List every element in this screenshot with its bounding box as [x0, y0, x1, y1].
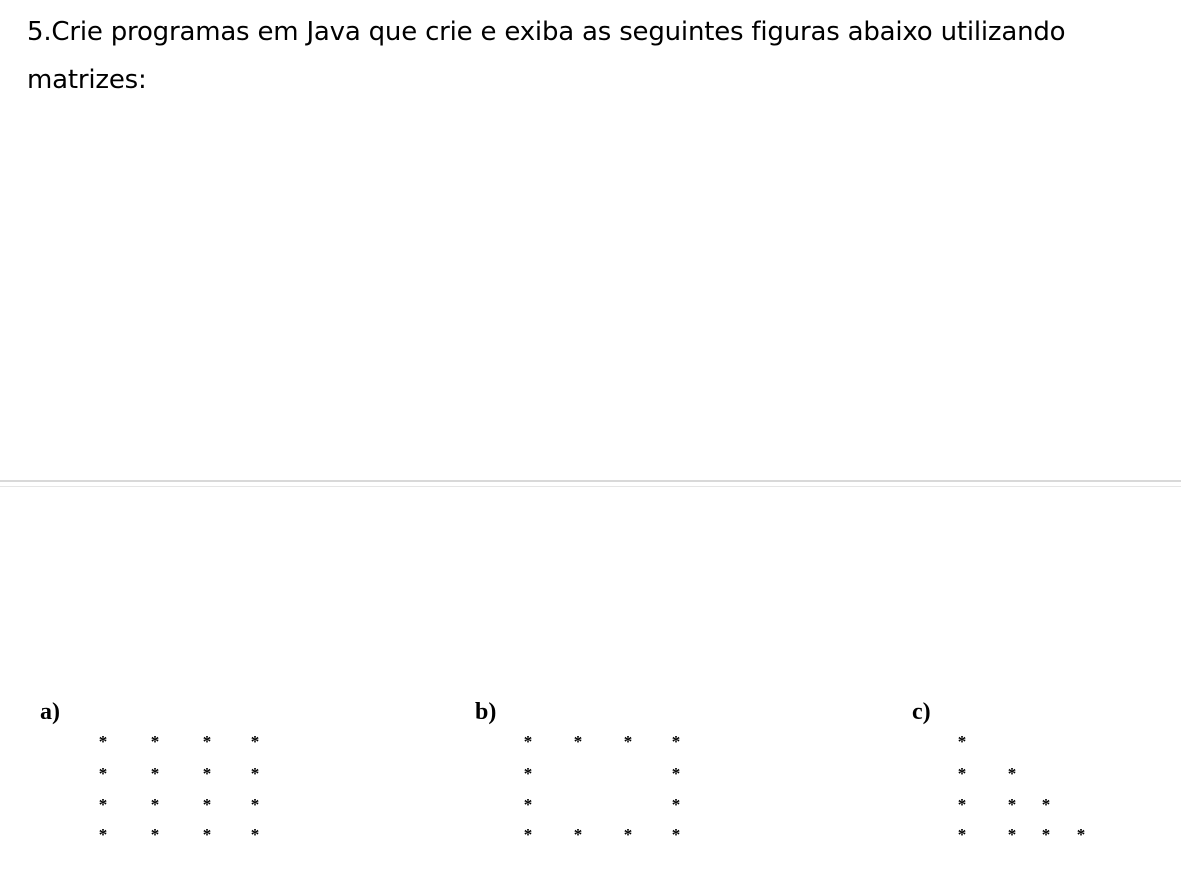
figure-b-star-r1-c1: * — [523, 732, 533, 751]
figure-c-star-r2-c1: * — [957, 764, 967, 783]
figure-c-star-r1-c1: * — [957, 732, 967, 751]
figure-a-star-r3-c2: * — [150, 795, 160, 814]
figure-b-star-r4-c1: * — [523, 825, 533, 844]
figure-a-star-r4-c2: * — [150, 825, 160, 844]
figure-a-star-r1-c4: * — [250, 732, 260, 751]
figure-c-star-r3-c1: * — [957, 795, 967, 814]
figure-a-label: a) — [40, 699, 60, 725]
figure-b-star-r1-c3: * — [623, 732, 633, 751]
figure-a-star-r2-c3: * — [202, 764, 212, 783]
figure-b-star-r1-c2: * — [573, 732, 583, 751]
figure-a-star-r4-c4: * — [250, 825, 260, 844]
figure-b-star-r3-c1: * — [523, 795, 533, 814]
figure-b-star-r2-c1: * — [523, 764, 533, 783]
figure-a-star-r2-c4: * — [250, 764, 260, 783]
figure-b-star-r3-c4: * — [671, 795, 681, 814]
page-divider — [0, 480, 1181, 482]
figure-a-star-r1-c1: * — [98, 732, 108, 751]
figure-c-star-r3-c3: * — [1041, 795, 1051, 814]
figure-a-star-r1-c3: * — [202, 732, 212, 751]
figure-c-star-r4-c3: * — [1041, 825, 1051, 844]
figure-b-star-r2-c4: * — [671, 764, 681, 783]
figure-b-star-r1-c4: * — [671, 732, 681, 751]
figure-b-label: b) — [475, 699, 497, 725]
figure-a-star-r2-c2: * — [150, 764, 160, 783]
figure-a-star-r3-c3: * — [202, 795, 212, 814]
figure-b-star-r4-c3: * — [623, 825, 633, 844]
figure-a-star-r4-c3: * — [202, 825, 212, 844]
figure-a-star-r3-c4: * — [250, 795, 260, 814]
figure-c-label: c) — [912, 699, 931, 725]
question-text: 5.Crie programas em Java que crie e exiba as seguintes figuras abaixo utilizando matrizes: — [27, 17, 1066, 95]
figure-c-star-r4-c2: * — [1007, 825, 1017, 844]
figure-a-star-r4-c1: * — [98, 825, 108, 844]
figure-c-star-r2-c2: * — [1007, 764, 1017, 783]
figure-b-star-r4-c4: * — [671, 825, 681, 844]
figure-c-star-r3-c2: * — [1007, 795, 1017, 814]
figure-c-star-r4-c1: * — [957, 825, 967, 844]
figure-a-star-r3-c1: * — [98, 795, 108, 814]
figure-a-star-r2-c1: * — [98, 764, 108, 783]
page-divider-shadow — [0, 486, 1181, 487]
figure-a-star-r1-c2: * — [150, 732, 160, 751]
figure-b-star-r4-c2: * — [573, 825, 583, 844]
figure-c-star-r4-c4: * — [1076, 825, 1086, 844]
